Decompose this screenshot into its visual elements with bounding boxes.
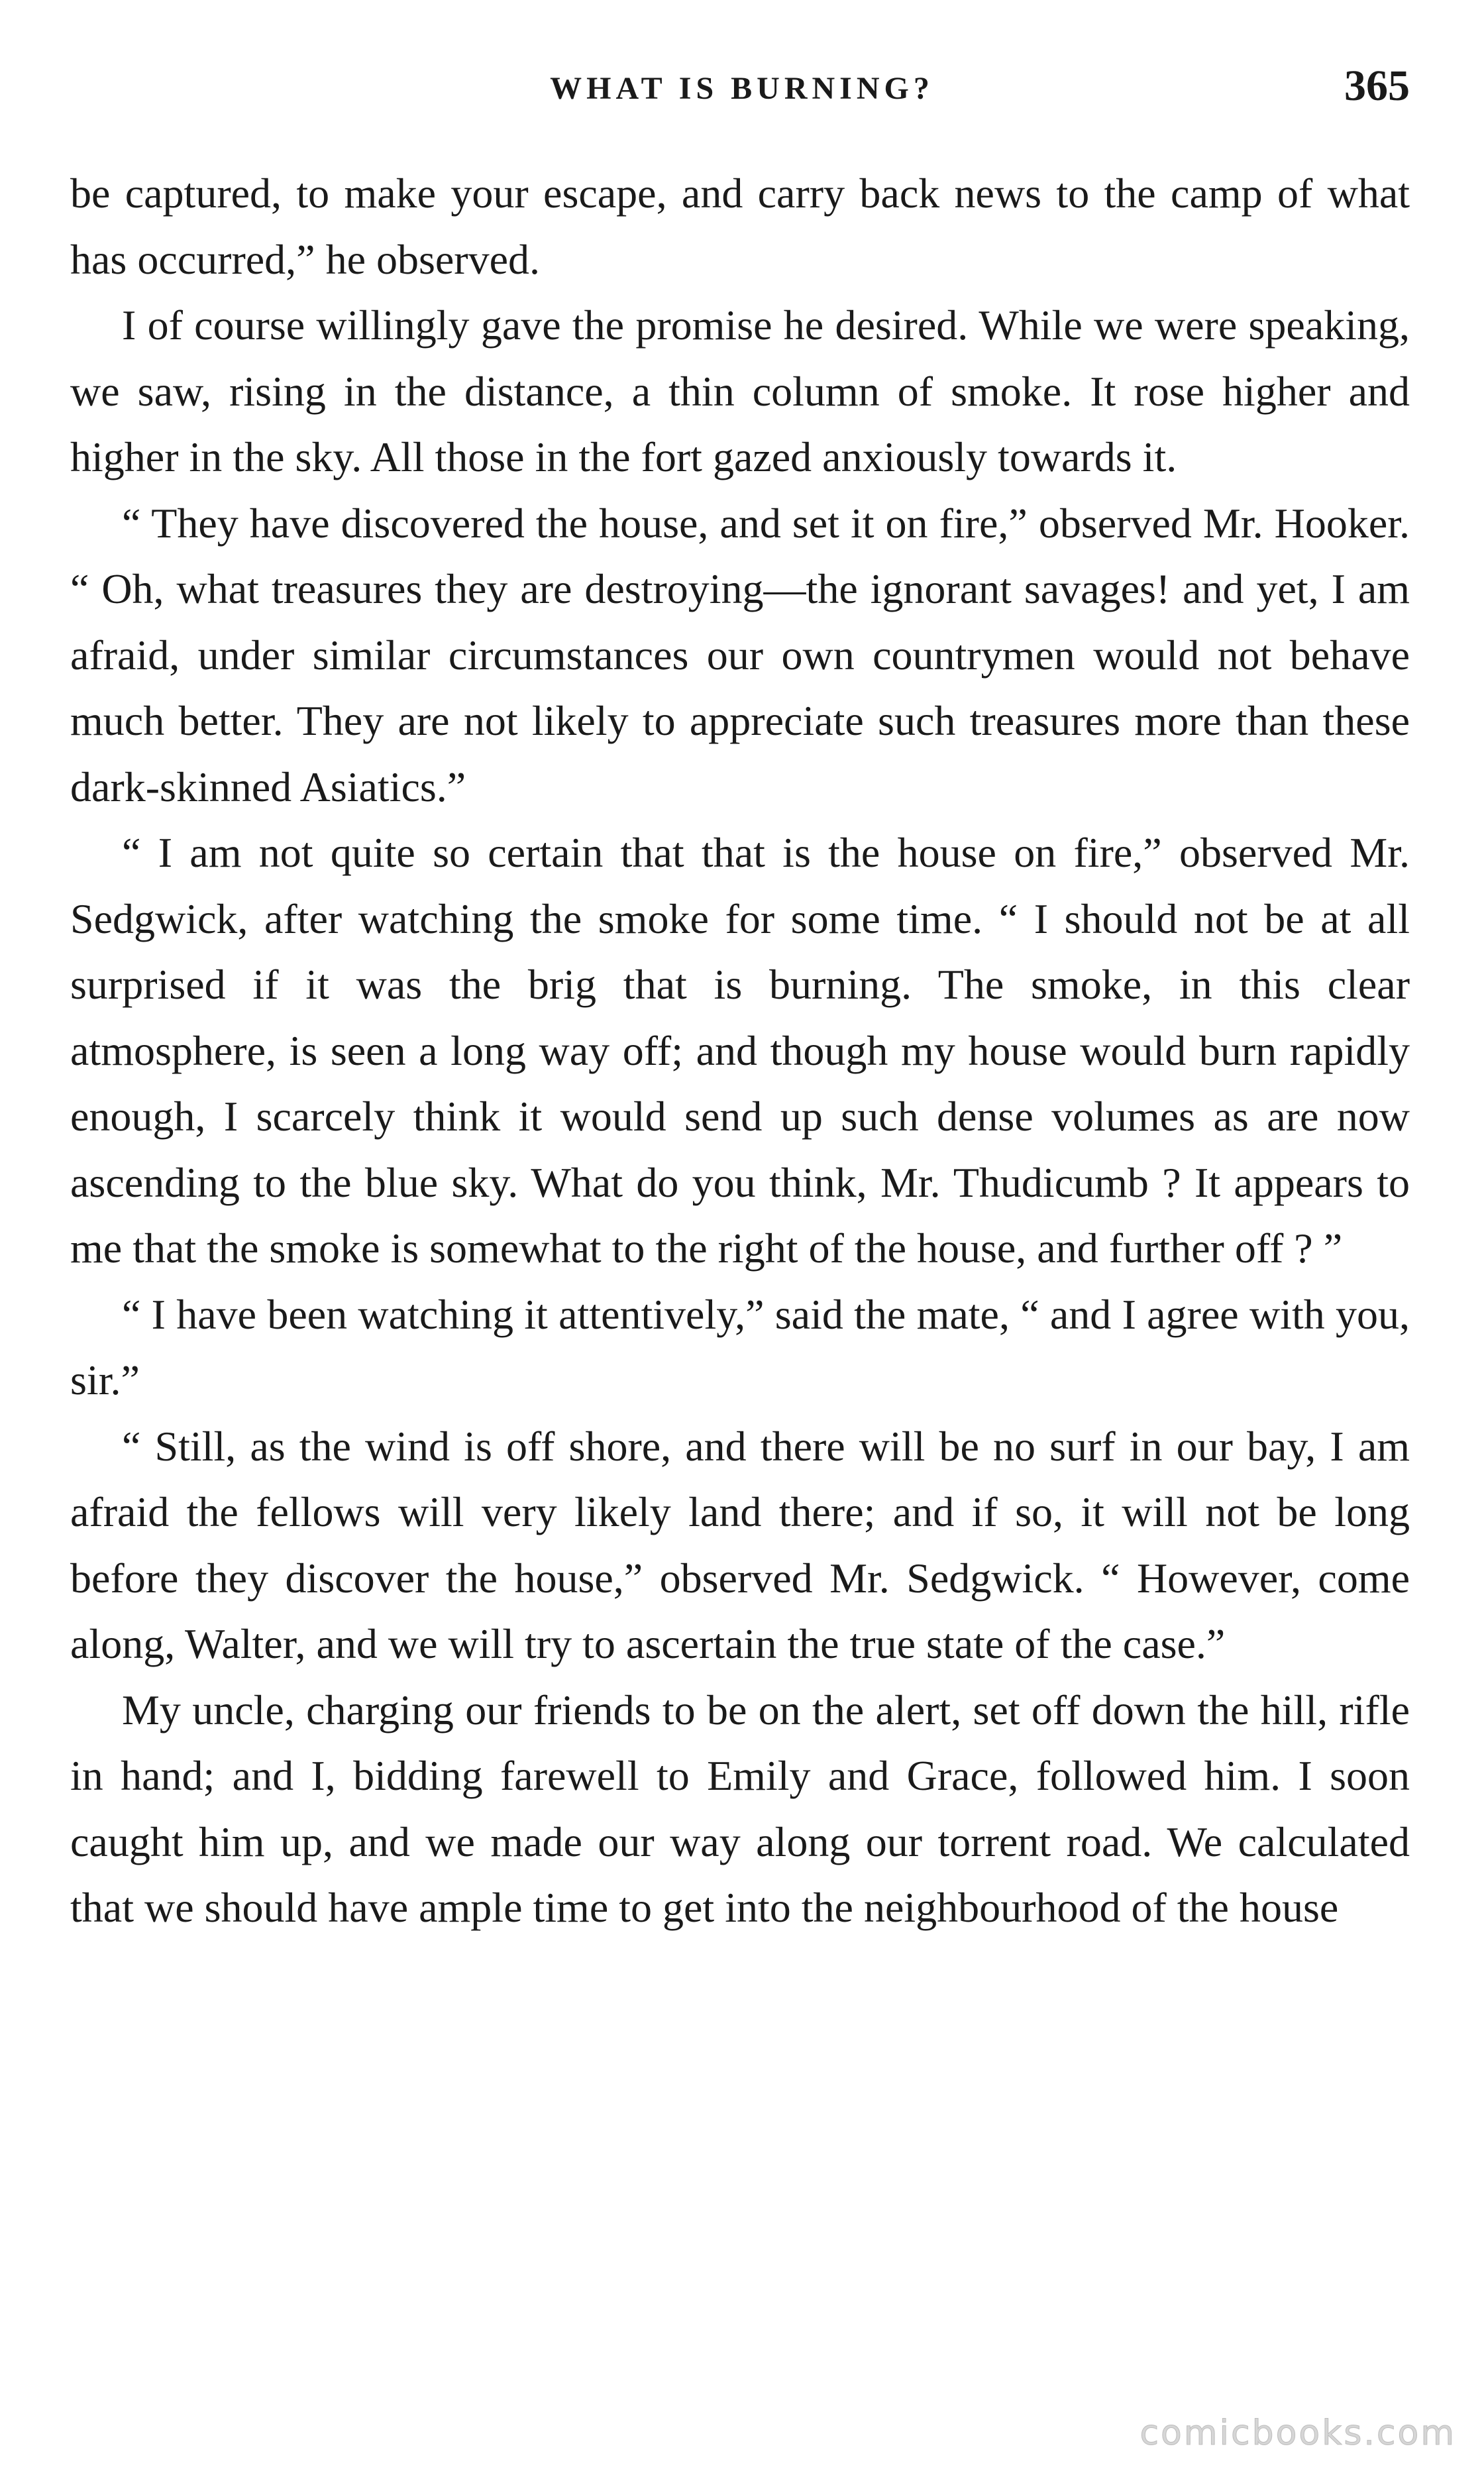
body-text — [70, 160, 1410, 1941]
paragraph: “ They have discovered the house, and set it on fire,” observed Mr. Hooker. “ Oh, what treasures they are destroying—the ignorant savages! and yet, I am afraid, under similar circumstances our own countrymen would not behave much better. They are not likely to appreciate such treasures more than these dark-skinned Asiatics.” — [70, 499, 1410, 810]
paragraph: “ I have been watching it attentively,” said the mate, “ and I agree with you, sir.” — [70, 1290, 1410, 1403]
running-title: WHAT IS BURNING? — [550, 71, 934, 106]
running-head — [74, 64, 1410, 137]
paragraph-continued: be captured, to make your escape, and carry back news to the camp of what has occurred,” he observed. — [70, 170, 1410, 283]
paragraph: I of course willingly gave the promise he desired. While we were speaking, we saw, rising in the distance, a thin column of smoke. It rose higher and higher in the sky. All those in the fort gazed anxiously towards it. — [70, 302, 1410, 480]
paragraph: My uncle, charging our friends to be on the alert, set off down the hill, rifle in hand; and I, bidding farewell to Emily and Grace, followed him. I soon caught him up, and we made our way along our torrent road. We calculated that we should have ample time to get into the neighbourhood of the house — [70, 1686, 1410, 1931]
page-number: 365 — [1344, 62, 1410, 110]
paragraph: “ I am not quite so certain that that is the house on fire,” observed Mr. Sedgwick, after watching the smoke for some time. “ I should not be at all surprised if it was the brig that is burning. The smoke, in this clear atmosphere, is seen a long way off; and though my house would burn rapidly enough, I scarcely think it would send up such dense volumes as are now ascending to the blue sky. What do you think, Mr. Thudicumb ? It appears to me that the smoke is somewhat to the right of the house, and further off ? ” — [70, 829, 1410, 1272]
paragraph: “ Still, as the wind is off shore, and there will be no surf in our bay, I am afraid the fellows will very likely land there; and if so, it will not be long before they discover the house,” observed Mr. Sedgwick. “ However, come along, Walter, and we will try to ascertain the true state of the case.” — [70, 1422, 1410, 1667]
watermark: comicbooks.com — [1140, 2413, 1456, 2453]
